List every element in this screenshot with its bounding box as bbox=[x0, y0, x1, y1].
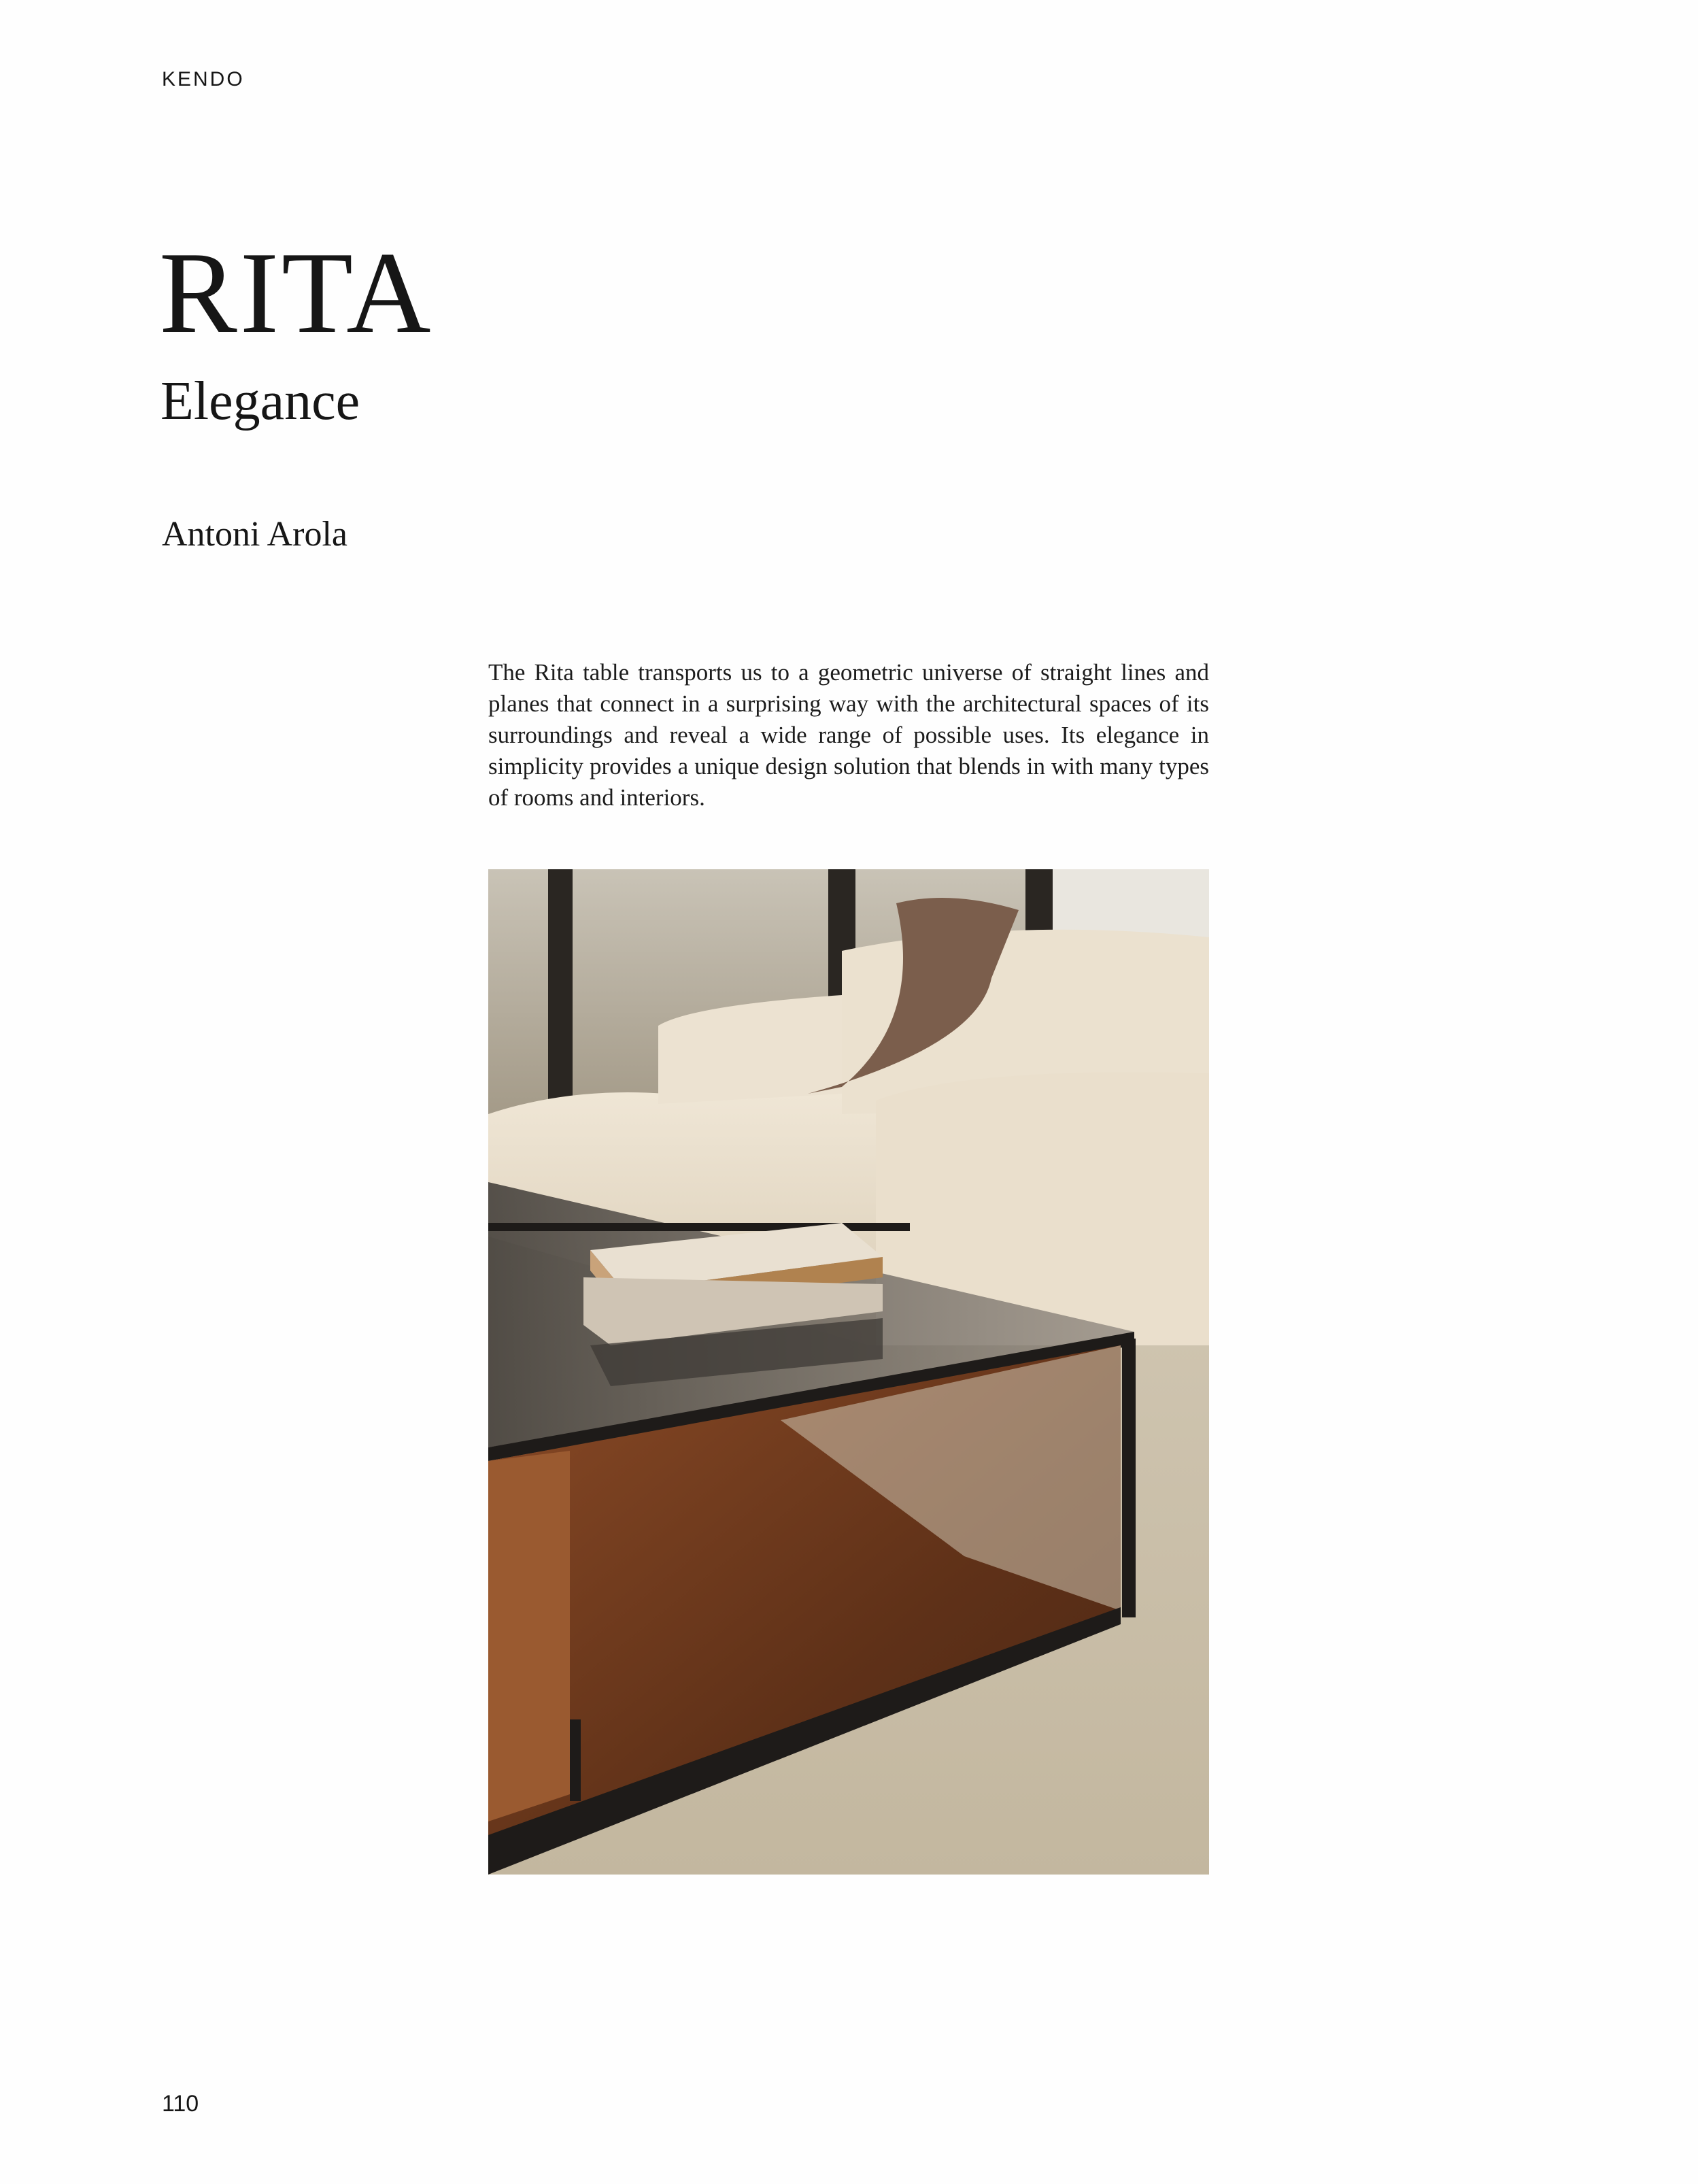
product-subtitle: Elegance bbox=[160, 371, 360, 431]
product-description: The Rita table transports us to a geometric universe of straight lines and planes that connect in a surprising way with the architectural spaces of its surroundings and reveal a wide range of possible uses. Its elegance in simplicity provides a unique design solution that blends in with many types of rooms and interiors. bbox=[488, 659, 1209, 811]
wood-side-panel bbox=[488, 1451, 570, 1821]
coffee-table-scene bbox=[488, 869, 1209, 1875]
designer-name: Antoni Arola bbox=[162, 515, 347, 554]
product-title: RITA bbox=[159, 229, 434, 358]
brand-name: KENDO bbox=[162, 68, 245, 90]
table-leg bbox=[1122, 1339, 1136, 1617]
page-number: 110 bbox=[162, 2091, 199, 2117]
table-leg bbox=[570, 1719, 581, 1801]
product-photo bbox=[488, 869, 1209, 1875]
